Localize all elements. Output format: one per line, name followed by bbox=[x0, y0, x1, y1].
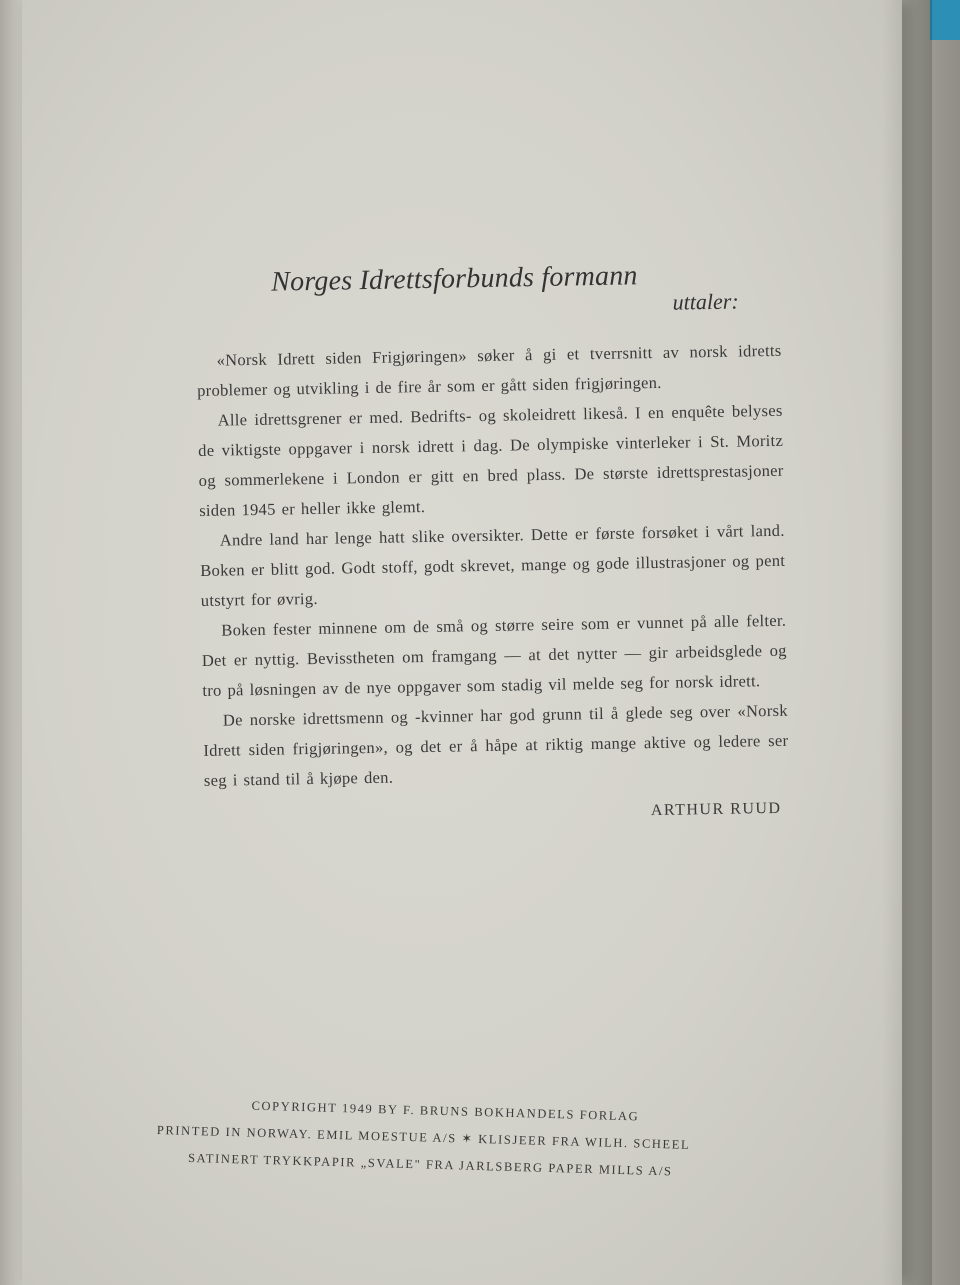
signature: ARTHUR RUUD bbox=[650, 799, 782, 820]
paragraph-2: Alle idrettsgrener er med. Bedrifts- og skoleidrett likeså. I en enquête belyses de viktigste oppgaver i norsk idrett i dag. De olympiske vinterleker i St. Moritz og sommerlekene i London er gitt en bred plass. De største idrettsprestasjoner siden 1945 er heller ikke glemt. bbox=[198, 400, 784, 520]
page-title: Norges Idrettsforbunds formann bbox=[270, 260, 638, 298]
paragraph-5: De norske idrettsmenn og -kvinner har god grunn til å glede seg over «Norsk Idrett siden frigjøringen», og det er å håpe at riktig mange aktive og ledere ser seg i stand til å kjøpe den. bbox=[203, 700, 789, 790]
blue-surface bbox=[930, 0, 960, 40]
colophon-line-copyright: COPYRIGHT 1949 BY F. BRUNS BOKHANDELS FORLAG bbox=[251, 1098, 640, 1124]
paragraph-4: Boken fester minnene om de små og større seire som er vunnet på alle felter. Det er nyttig. Bevisstheten om framgang — at det nytter — gir arbeidsglede og tro på løsningen av de nye oppgaver som stadig vil melde seg for norsk idrett. bbox=[201, 610, 787, 700]
paragraph-1: «Norsk Idrett siden Frigjøringen» søker å gi et tverrsnitt av norsk idretts problemer og utvikling i de fire år som er gått siden frigjøringen. bbox=[196, 340, 782, 400]
page-gutter-shadow bbox=[882, 0, 932, 1285]
colophon-line-printer: PRINTED IN NORWAY. EMIL MOESTUE A/S ✶ KLISJEER FRA WILH. SCHEEL bbox=[156, 1122, 691, 1152]
paragraph-3: Andre land har lenge hatt slike oversikter. Dette er første forsøket i vårt land. Boken er blitt god. Godt stoff, godt skrevet, mange og gode illustrasjoner og pent utstyrt for øvrig. bbox=[200, 520, 786, 610]
colophon-line-paper: SATINERT TRYKKPAPIR „SVALE" FRA JARLSBERG PAPER MILLS A/S bbox=[187, 1150, 673, 1179]
statement-block bbox=[195, 258, 790, 828]
page-subtitle: uttaler: bbox=[672, 288, 739, 315]
